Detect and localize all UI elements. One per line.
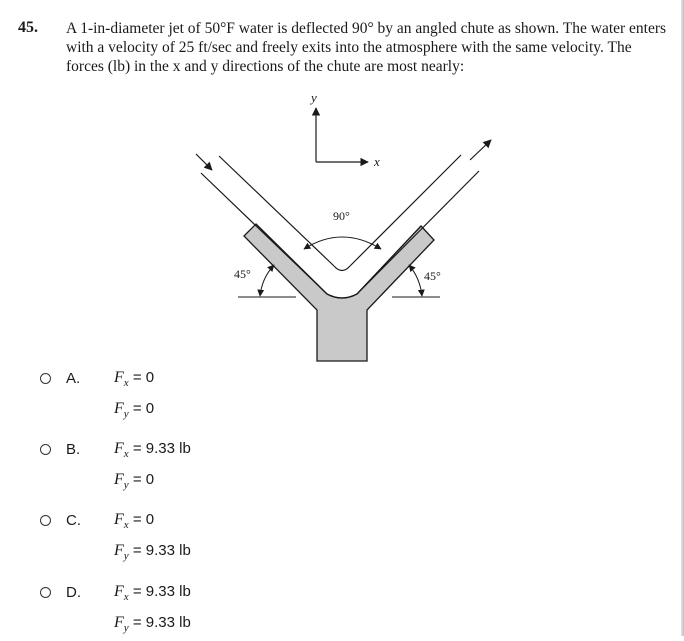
jet-bottom-curve [334, 266, 350, 271]
option-d-radio[interactable] [40, 587, 51, 598]
inlet-arrow [196, 154, 212, 170]
option-d-fy: $F_y = 9.33$ lb [114, 614, 191, 634]
option-b-fy: $F_y = 0$ [114, 471, 155, 491]
question-number: 45. [18, 19, 38, 36]
option-a-letter: A. [66, 370, 81, 387]
option-c-fy: $F_y = 9.33$ lb [114, 542, 191, 562]
jet-left-outer-line [201, 173, 327, 294]
y-axis-label: y [311, 90, 317, 105]
question-line-1: A 1-in-diameter jet of 50°F water is deflected 90° by an angled chute as shown. The water enters [66, 20, 667, 37]
option-b-letter: B. [66, 441, 81, 458]
angle-45-right-label: 45° [424, 269, 441, 283]
angle-45-right-arc [409, 265, 422, 296]
option-c-fx: $F_x = 0$ [114, 511, 155, 531]
jet-right-outer-line [357, 171, 479, 294]
option-b-radio[interactable] [40, 444, 51, 455]
outlet-arrow [470, 140, 491, 160]
angle-45-left-arc [260, 265, 274, 296]
option-d-fx: $F_x = 9.33$ lb [114, 583, 191, 603]
option-a-fx: $F_x = 0$ [114, 369, 155, 389]
option-d-answer [114, 579, 191, 641]
option-b-fx: $F_x = 9.33$ lb [114, 440, 191, 460]
x-axis-label: x [374, 154, 380, 169]
angle-45-left-label: 45° [234, 267, 251, 281]
option-a-fy: $F_y = 0$ [114, 400, 155, 420]
angle-90-label: 90° [333, 209, 350, 223]
option-a-answer [114, 365, 154, 427]
option-c-answer [114, 507, 191, 569]
option-a-radio[interactable] [40, 373, 51, 384]
option-c-letter: C. [66, 512, 81, 529]
option-c-radio[interactable] [40, 515, 51, 526]
question-line-2: with a velocity of 25 ft/sec and freely exits into the atmosphere with the same velocity. The [66, 39, 632, 56]
question-line-3: forces (lb) in the x and y directions of the chute are most nearly: [66, 58, 465, 75]
option-b-answer [114, 436, 191, 498]
option-d-letter: D. [66, 584, 81, 601]
